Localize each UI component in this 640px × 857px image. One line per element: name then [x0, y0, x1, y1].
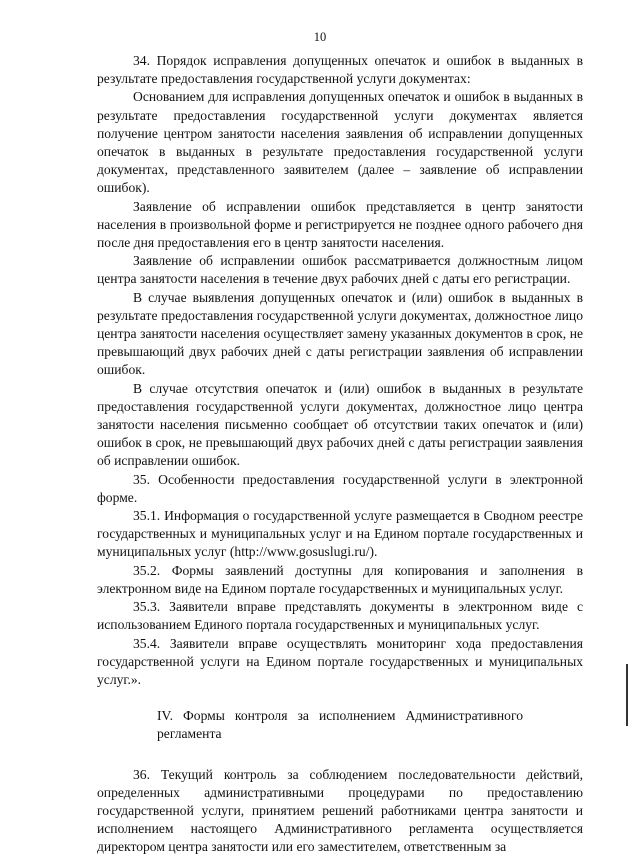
paragraph-34-basis: Основанием для исправления допущенных опечаток и ошибок в выданных в результате предоставления государственной услуги документах является получение центром занятости населения заявления об исправлении допущенных опечаток в выданных в результате предоставления государственной услуги документах, представленного заявителем (далее – заявление об исправлении ошибок). [97, 89, 583, 196]
paragraph-34-replacement: В случае выявления допущенных опечаток и (или) ошибок в выданных в результате предоставления государственной услуги документах, должностное лицо центра занятости населения осуществляет замену указанных документов в срок, не превышающий двух рабочих дней с даты регистрации заявления об исправлении ошибок. [97, 289, 583, 378]
paragraph-34-submission: Заявление об исправлении ошибок представляется в центр занятости населения в произвольной форме и регистрируется не позднее одного рабочего дня после дня предоставления его в центр занятости населения. [97, 198, 583, 251]
paragraph-35-4: 35.4. Заявители вправе осуществлять мониторинг хода предоставления государственной услуги на Едином портале государственных и муниципальных услуг.». [97, 635, 583, 687]
paragraph-34: 34. Порядок исправления допущенных опечаток и ошибок в выданных в результате предоставления государственной услуги документах: [97, 53, 583, 87]
document-body [97, 52, 583, 857]
paragraph-36: 36. Текущий контроль за соблюдением последовательности действий, определенных административными процедурами по предоставлению государственной услуги, принятием решений работниками центра занятости и исполнением настоящего Административного регламента осуществляется директором центра занятости или его заместителем, ответственным за [97, 766, 583, 855]
page-number: 10 [313, 30, 327, 44]
paragraph-35: 35. Особенности предоставления государственной услуги в электронной форме. [97, 471, 583, 505]
paragraph-34-no-errors: В случае отсутствия опечаток и (или) ошибок в выданных в результате предоставления государственной услуги документах, должностное лицо центра занятости населения письменно сообщает об отсутствии таких опечаток и (или) ошибок в срок, не превышающий двух рабочих дней с даты регистрации заявления об исправлении ошибок. [97, 380, 583, 469]
paragraph-35-3: 35.3. Заявители вправе представлять документы в электронном виде с использованием Единого портала государственных и муниципальных услуг. [97, 599, 583, 633]
section-title: IV. Формы контроля за исполнением Административного регламента [157, 708, 523, 742]
paragraph-35-1: 35.1. Информация о государственной услуге размещается в Сводном реестре государственных и муниципальных услуг и на Едином портале государственных и муниципальных услуг (http://www.gosuslugi.ru/). [97, 508, 583, 560]
paragraph-35-2: 35.2. Формы заявлений доступны для копирования и заполнения в электронном виде на Едином портале государственных и муниципальных услуг. [97, 562, 583, 596]
scan-edge-mark [626, 664, 628, 726]
paragraph-34-review: Заявление об исправлении ошибок рассматривается должностным лицом центра занятости населения в течение двух рабочих дней с даты его регистрации. [97, 253, 583, 287]
